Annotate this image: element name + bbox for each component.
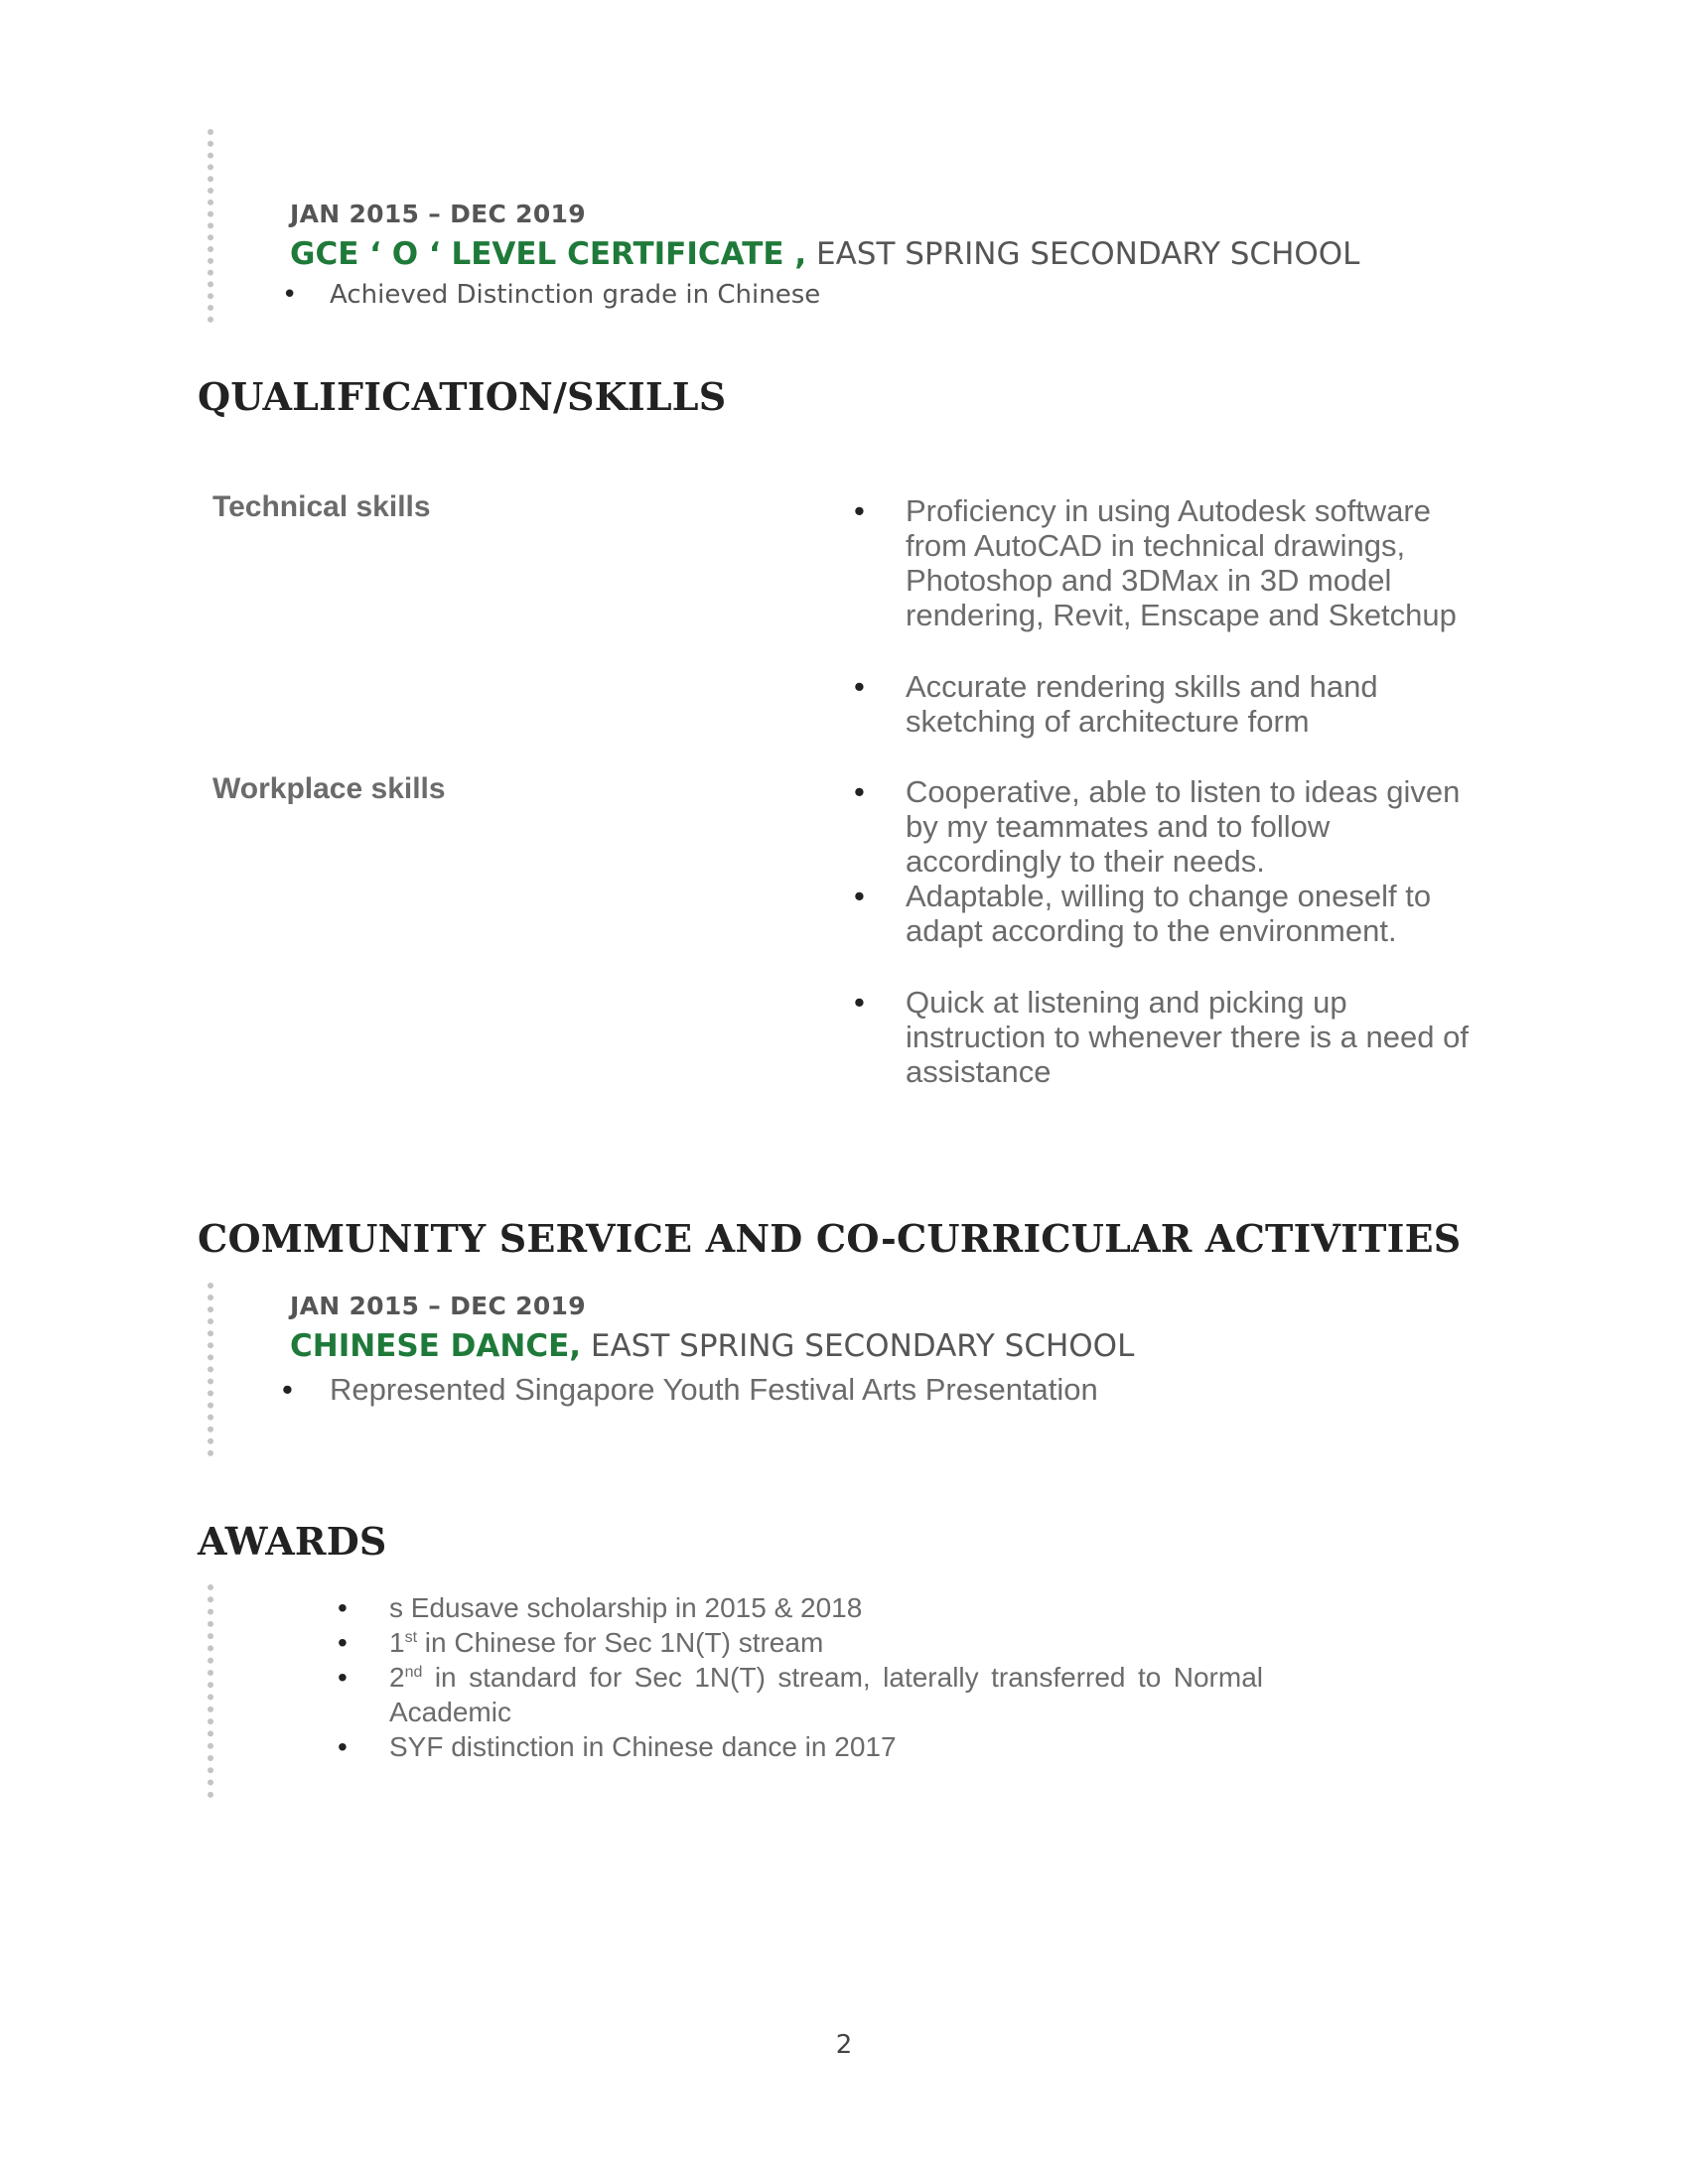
technical-skills-label: Technical skills — [212, 490, 431, 523]
bullet-icon: • — [282, 1372, 293, 1407]
qualification-title: GCE ‘ O ‘ LEVEL CERTIFICATE , — [290, 236, 807, 272]
bullet-icon: • — [338, 1627, 348, 1658]
technical-skills-list — [854, 493, 1489, 739]
workplace-skills-list — [854, 774, 1489, 1089]
page-number: 2 — [835, 2030, 853, 2060]
bullet-icon: • — [854, 669, 865, 704]
education-divider — [208, 129, 213, 323]
activity-title: CHINESE DANCE, — [290, 1328, 582, 1364]
list-item: • Achieved Distinction grade in Chinese — [282, 280, 821, 310]
list-item: • 1st in Chinese for Sec 1N(T) stream — [338, 1627, 824, 1658]
section-heading-awards: AWARDS — [198, 1519, 387, 1564]
list-item: • Cooperative, able to listen to ideas given by my teammates and to follow accordingly to their needs. — [854, 774, 1461, 879]
list-item: • SYF distinction in Chinese dance in 2017 — [338, 1731, 897, 1762]
section-heading-cca: COMMUNITY SERVICE AND CO-CURRICULAR ACTIVITIES — [198, 1216, 1462, 1261]
list-item: • 2nd in standard for Sec 1N(T) stream, laterally transferred to Normal Academic — [338, 1662, 1263, 1727]
bullet-icon: • — [338, 1662, 348, 1693]
school-name: EAST SPRING SECONDARY SCHOOL — [590, 1328, 1135, 1364]
cca-title-line — [290, 1328, 1134, 1364]
bullet-icon: • — [854, 493, 865, 528]
bullet-icon: • — [854, 774, 865, 809]
bullet-icon: • — [338, 1731, 348, 1762]
cca-bullets — [230, 1372, 1134, 1408]
cca-entry — [282, 1292, 1135, 1408]
education-date: JAN 2015 – DEC 2019 — [290, 200, 586, 228]
section-heading-qualification: QUALIFICATION/SKILLS — [198, 374, 727, 419]
education-title-line — [290, 236, 1359, 272]
list-item: • Accurate rendering skills and hand sketching of architecture form — [854, 669, 1378, 739]
list-item: • Represented Singapore Youth Festival Arts Presentation — [282, 1372, 1098, 1407]
bullet-icon: • — [282, 280, 298, 310]
list-item: • s Edusave scholarship in 2015 & 2018 — [338, 1592, 863, 1623]
education-entry — [282, 200, 1360, 310]
awards-list — [338, 1590, 1261, 1764]
list-item: • Proficiency in using Autodesk software from AutoCAD in technical drawings, Photoshop and 3DMax in 3D model rendering, Revit, Enscape and Sketchup — [854, 493, 1457, 632]
cca-divider — [208, 1283, 213, 1456]
workplace-skills-label: Workplace skills — [212, 772, 446, 805]
bullet-icon: • — [338, 1592, 348, 1623]
awards-divider — [208, 1584, 213, 1798]
cca-date: JAN 2015 – DEC 2019 — [290, 1292, 586, 1320]
list-item: • Quick at listening and picking up instruction to whenever there is a need of assistance — [854, 985, 1469, 1089]
education-bullets — [230, 280, 1359, 310]
school-name: EAST SPRING SECONDARY SCHOOL — [815, 236, 1360, 272]
bullet-icon: • — [854, 879, 865, 913]
list-item: • Adaptable, willing to change oneself to adapt according to the environment. — [854, 879, 1432, 948]
bullet-icon: • — [854, 985, 865, 1020]
